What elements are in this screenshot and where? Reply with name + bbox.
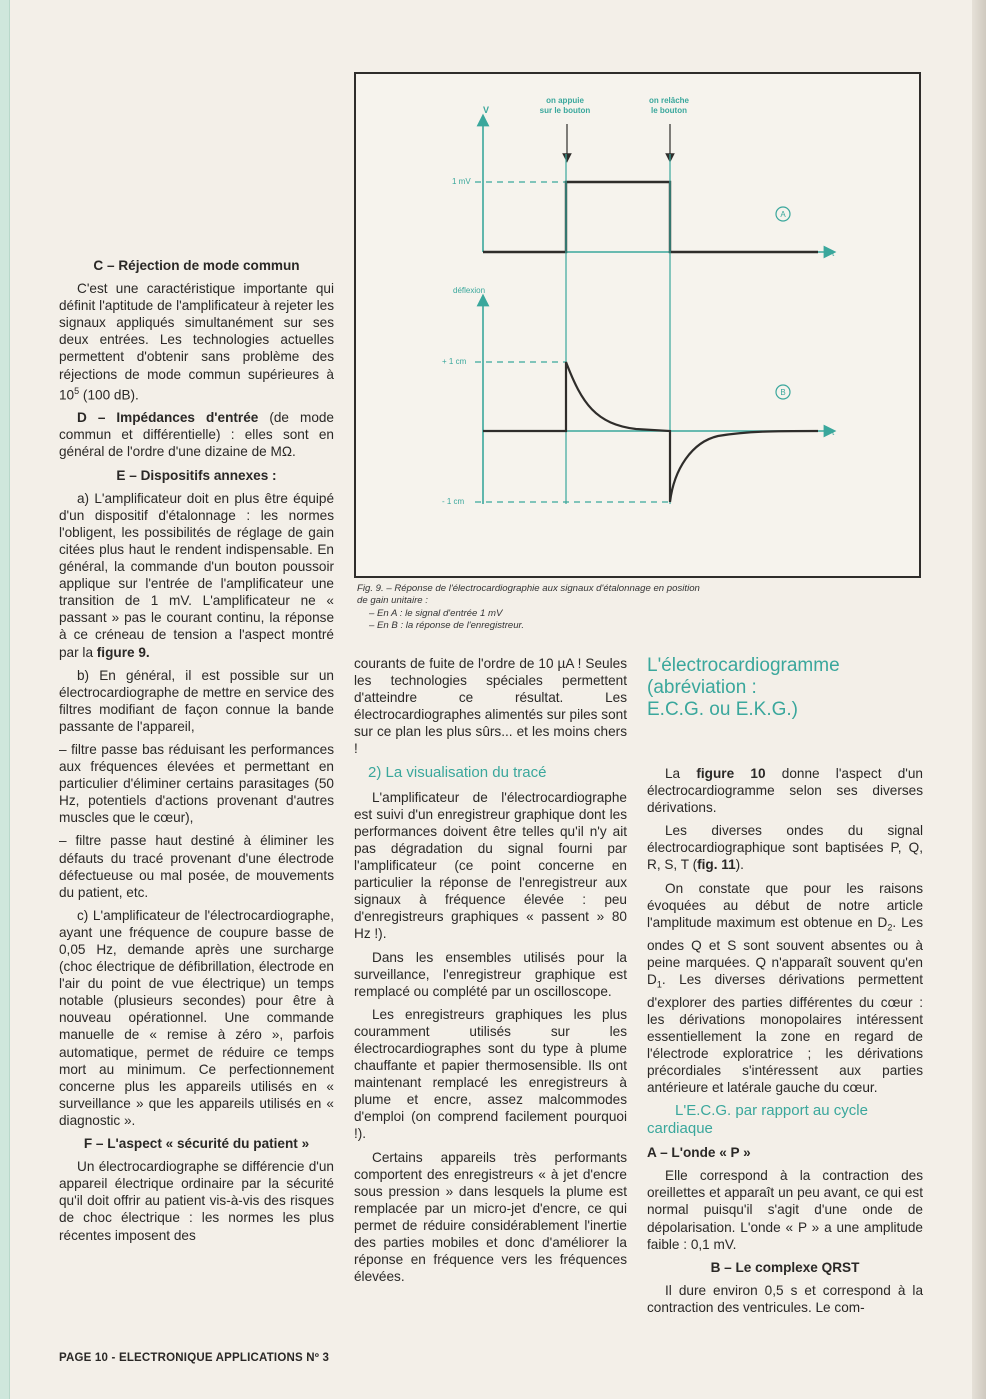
heading-e: E – Dispositifs annexes : — [116, 467, 277, 483]
paragraph-e-c: c) L'amplificateur de l'électrocardiographe, ayant une fréquence de coupure basse de 0,05 Hz, demande après une surcharge (choc électrique de défibrillation, électrode en l'air du point de vue électrique) un temps notable (plusieurs secondes) pour être à nouveau opérationnel. Une commande manuelle de « remise à zéro », parfois automatique, permet de réduire ce temps mort au minimum. Ce perfectionnement concerne plus les appareils utilisés en « surveillance » que les appareils utilisés en « diagnostic ». — [59, 907, 334, 1128]
figure-11-ref: fig. 11 — [697, 857, 736, 873]
heading-f: F – L'aspect « sécurité du patient » — [83, 1136, 310, 1152]
circle-a-label: A — [780, 210, 786, 219]
figure-9-diagram — [354, 72, 921, 578]
text-column-2 — [354, 655, 627, 1291]
paragraph-derivations — [647, 880, 923, 1097]
deriv-sub-1: 1 — [656, 979, 662, 990]
paragraph-leakage: courants de fuite de l'ordre de 10 µA ! Seules les technologies spéciales permettent d'atteindre ce résultat. Les électrocardiographes alimentés sur piles sont sur ce plan les plus sûrs... et les moins chers ! — [354, 656, 627, 757]
push-label-2: sur le bouton — [539, 106, 591, 115]
paragraph-d — [59, 409, 334, 460]
release-label-2: le bouton — [651, 106, 687, 115]
mv-label: 1 mV — [452, 177, 471, 186]
figure-9-caption — [357, 583, 917, 633]
paragraph-f: Un électrocardiographe se différencie d'un appareil électrique ordinaire par la sécurité qu'il doit offrir au patient vis-à-vis des risques de choc électrique : les normes les plus récentes imposent des — [59, 1159, 334, 1243]
signal-b-trace — [483, 362, 818, 502]
figure-9-svg — [356, 74, 919, 576]
paragraph-e-b: b) En général, il est possible sur un électrocardiographe de mettre en service des filtres modifiant de façon connue la bande passante de l'appareil, — [59, 667, 334, 734]
caption-line-2: de gain unitaire : — [357, 595, 428, 607]
release-label-1: on relâche — [648, 96, 690, 105]
paragraph-c-exponent: 5 — [74, 385, 80, 396]
page-footer: PAGE 10 - ELECTRONIQUE APPLICATIONS Nº 3 — [59, 1352, 330, 1364]
heading-visualisation: 2) La visualisation du tracé — [368, 763, 547, 781]
circle-b-label: B — [780, 388, 786, 397]
paragraph-c-end: (100 dB). — [79, 387, 139, 403]
ecg-title-line-1: L'électrocardiogramme — [647, 655, 840, 676]
caption-line-3: – En A : le signal d'entrée 1 mV — [369, 607, 503, 619]
paragraph-e-a — [59, 490, 334, 661]
paragraph-fig10 — [647, 765, 923, 816]
paragraph-e-b-filter-low: – filtre passe bas réduisant les performances aux fréquences élevées et permettant en particulier d'éliminer certains parasitages (50 Hz, potentiels d'actions provenant d'autres muscles que le cœur), — [59, 741, 334, 826]
waves-post: ). — [735, 857, 744, 873]
paragraph-surveillance: Dans les ensembles utilisés pour la surveillance, l'enregistreur graphique est remplacé ou complété par un oscilloscope. — [354, 949, 627, 999]
heading-ecg-cycle: L'E.C.G. par rapport au cycle cardiaque — [647, 1102, 868, 1138]
paragraph-d-text: (de mode commun et différentielle) : elles sont en général de l'ordre d'une dizaine de MΩ. — [59, 410, 334, 460]
page-binding-strip — [0, 0, 10, 1399]
minus-1cm-label: - 1 cm — [442, 497, 465, 506]
plus-1cm-label: + 1 cm — [442, 357, 467, 366]
paragraph-thermal: Les enregistreurs graphiques les plus couramment utilisés sur les électrocardiographes sont du type à plume chauffante et papier thermosensible. Ils ont maintenant remplacé les enregistreurs à plume et encre, assez malcommodes d'emploi (on comprend facilement pourquoi !). — [354, 1006, 627, 1142]
heading-c: C – Réjection de mode commun — [93, 258, 300, 273]
deriv-sub-2: 2 — [887, 922, 893, 933]
push-label-1: on appuie — [546, 96, 584, 105]
waves-pre: Les diverses ondes du signal électrocardiographique sont baptisées P, Q, R, S, T ( — [647, 823, 923, 873]
deriv-b: . Les ondes Q et S sont souvent absentes ou à peine marquées. Q n'apparaît souvent qu'en D — [647, 914, 923, 987]
paragraph-inkjet: Certains appareils très performants comportent des enregistreurs « à jet d'encre sous pression » dans lesquels la plume est remplacée par un micro-jet d'encre, ce qui permet de réduire considérablement l'inertie des parties mobiles et donc d'améliorer la réponse en fréquence vers les fréquences élevées. — [354, 1149, 627, 1285]
text-column-1 — [59, 257, 334, 1250]
figure-10-ref: figure 10 — [696, 766, 766, 781]
ecg-section-title — [647, 655, 923, 721]
t-label-top: t — [832, 249, 835, 258]
signal-a-trace — [483, 182, 818, 252]
paragraph-c-text: C'est une caractéristique importante qui définit l'aptitude de l'amplificateur à rejeter les signaux appliqués simultanément sur ses deux entrées. Les technologies actuelles permettent d'obtenir sans problème des réjections de mode commun supérieures à 10 — [59, 281, 334, 403]
paragraph-e-b-filter-high: – filtre passe haut destiné à éliminer les défauts du tracé provenant d'une électrode défectueuse ou mal posée, de mouvements du patient, etc. — [59, 833, 334, 900]
paragraph-qrst: Il dure environ 0,5 s et correspond à la contraction des ventricules. Le com- — [647, 1282, 923, 1315]
t-label-bottom: t — [832, 428, 835, 437]
paragraph-recorder: L'amplificateur de l'électrocardiographe est suivi d'un enregistreur graphique dont les performances doivent être telles qu'il n'y ait pas dégradation du signal fourni par l'amplificateur (ce point concerne en particulier la réponse de l'enregistreur aux signaux à fréquence élevée : peu d'enregistreurs graphiques « passent » 80 Hz !). — [354, 789, 627, 942]
ecg-title-line-3: E.C.G. ou E.K.G.) — [647, 699, 798, 720]
figure-9-ref: figure 9. — [96, 644, 150, 660]
paragraph-c — [59, 280, 334, 403]
heading-qrst: B – Le complexe QRST — [710, 1259, 860, 1275]
deflexion-label: déflexion — [453, 286, 486, 295]
heading-onde-p: A – L'onde « P » — [647, 1145, 751, 1161]
caption-line-4: – En B : la réponse de l'enregistreur. — [369, 620, 525, 632]
heading-d: D – Impédances d'entrée — [77, 410, 259, 426]
paragraph-onde-p: Elle correspond à la contraction des oreillettes et apparaît un peu avant, ce qui est normal puisqu'il s'agit d'une onde de dépolarisation. L'onde « P » a une amplitude faible : 0,1 mV. — [647, 1168, 923, 1252]
ecg-title-line-2: (abréviation : — [647, 677, 757, 698]
fig10-post: donne l'aspect d'un électrocardiogramme selon ses diverses dérivations. — [647, 766, 923, 816]
fig10-pre: La — [665, 766, 697, 781]
text-column-3 — [647, 655, 923, 1322]
paragraph-waves — [647, 822, 923, 873]
paragraph-e-a-text: a) L'amplificateur doit en plus être équipé d'un dispositif d'étalonnage : les normes l'obligent, les possibilités de réglage de gain citées plus haut le rendent indispensable. En général, la commande d'un bouton poussoir applique sur l'entrée de l'amplificateur une transition de 1 mV. L'amplificateur ne « passant » pas le courant continu, la réponse à ce créneau de tension a l'aspect montré par la — [59, 490, 334, 660]
next-page-edge — [972, 0, 986, 1399]
deriv-c: . Les diverses dérivations permettent d'explorer des parties différentes du cœur : les dérivations monopolaires intéressent essentiellement la zone en regard de l'électrode exploratrice ; les dérivations précordiales s'intéressent aux parties antérieure et latérale gauche du cœur. — [647, 971, 923, 1096]
deriv-a: On constate que pour les raisons évoquées au début de notre article l'amplitude maximum est obtenue en D — [647, 880, 923, 930]
v-axis-label: V — [483, 105, 490, 115]
caption-line-1: Fig. 9. – Réponse de l'électrocardiographie aux signaux d'étalonnage en position — [357, 583, 700, 594]
